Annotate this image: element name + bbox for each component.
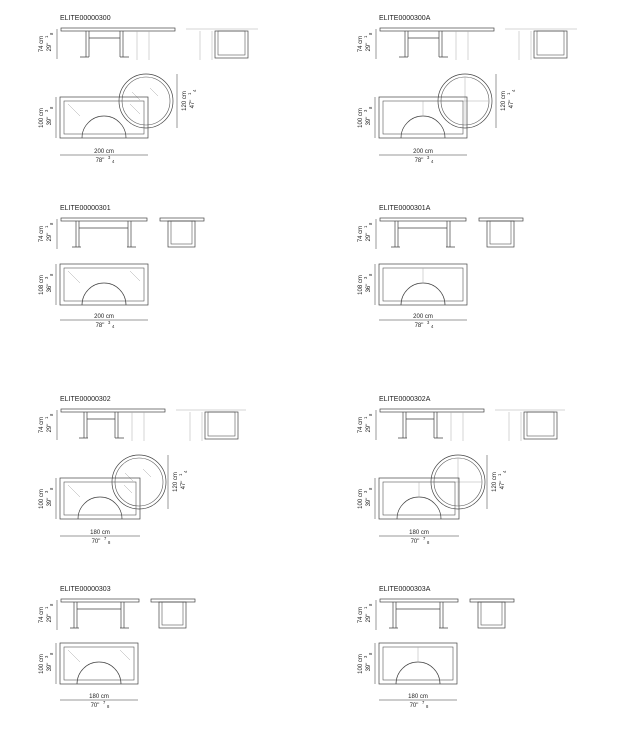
- width-inch: 70": [90, 703, 100, 709]
- width-dimension: [60, 149, 148, 164]
- height-dimension: [39, 219, 57, 249]
- diameter-cm: 120 cm: [173, 472, 179, 492]
- height-frac-num: 1: [363, 35, 368, 38]
- width-frac-num: 3: [108, 155, 111, 160]
- depth-frac-num: 3: [363, 109, 368, 112]
- model-elite-301a: [358, 205, 523, 329]
- height-frac-num: 1: [44, 225, 49, 228]
- rect-top-plan: [60, 97, 148, 138]
- width-inch: 70": [91, 539, 101, 545]
- rect-top-plan: [379, 478, 459, 519]
- height-dimension: [358, 410, 376, 440]
- depth-inch: 39": [366, 116, 372, 126]
- height-cm: 74 cm: [39, 225, 45, 243]
- height-frac-num: 1: [363, 606, 368, 609]
- front-elevation: [380, 28, 494, 60]
- side-elevation: [505, 29, 577, 60]
- height-cm: 74 cm: [358, 606, 364, 624]
- height-cm: 74 cm: [358, 35, 364, 53]
- diameter-inch: 47": [190, 99, 196, 109]
- depth-inch: 39": [47, 116, 53, 126]
- diameter-dimension: [487, 455, 507, 509]
- side-elevation: [479, 218, 523, 247]
- model-code: ELITE0000303A: [379, 586, 431, 593]
- rect-top-plan: [60, 478, 140, 519]
- width-frac-den: 8: [426, 704, 429, 709]
- diameter-frac-den: 4: [511, 89, 516, 92]
- width-inch: 70": [410, 539, 420, 545]
- width-cm: 180 cm: [89, 694, 109, 700]
- diameter-dimension: [496, 74, 516, 128]
- side-elevation: [495, 410, 565, 441]
- model-elite-301: [39, 205, 204, 329]
- depth-cm: 100 cm: [358, 654, 364, 674]
- model-code: ELITE00000302: [60, 396, 111, 403]
- width-frac-num: 7: [423, 536, 426, 541]
- front-elevation: [61, 599, 139, 628]
- height-cm: 74 cm: [39, 606, 45, 624]
- diameter-cm: 120 cm: [492, 472, 498, 492]
- depth-frac-num: 3: [363, 490, 368, 493]
- rect-top-plan: [379, 264, 467, 305]
- height-frac-den: 8: [368, 222, 373, 225]
- width-cm: 180 cm: [90, 530, 110, 536]
- diameter-frac-num: 1: [187, 92, 192, 95]
- model-code: ELITE0000301A: [379, 205, 431, 212]
- width-cm: 200 cm: [413, 314, 433, 320]
- height-cm: 74 cm: [39, 416, 45, 434]
- depth-inch: 39": [47, 662, 53, 672]
- height-frac-den: 8: [49, 603, 54, 606]
- height-dimension: [39, 29, 57, 59]
- width-frac-den: 4: [112, 159, 115, 164]
- height-inch: 29": [47, 423, 53, 433]
- width-frac-num: 3: [427, 155, 430, 160]
- diameter-inch: 47": [181, 480, 187, 490]
- width-cm: 200 cm: [413, 149, 433, 155]
- depth-cm: 108 cm: [39, 275, 45, 295]
- diameter-frac-num: 1: [497, 473, 502, 476]
- height-frac-num: 1: [363, 225, 368, 228]
- width-frac-num: 3: [427, 320, 430, 325]
- diameter-frac-num: 1: [506, 92, 511, 95]
- height-frac-num: 1: [44, 416, 49, 419]
- depth-cm: 100 cm: [358, 108, 364, 128]
- height-dimension: [358, 29, 376, 59]
- model-code: ELITE00000300: [60, 15, 111, 22]
- front-elevation: [61, 28, 175, 60]
- depth-frac-den: 8: [49, 652, 54, 655]
- depth-frac-den: 8: [49, 273, 54, 276]
- model-elite-303a: [358, 586, 514, 709]
- height-frac-den: 8: [368, 603, 373, 606]
- depth-frac-num: 3: [44, 276, 49, 279]
- depth-inch: 36": [366, 283, 372, 293]
- depth-cm: 100 cm: [39, 108, 45, 128]
- diameter-inch: 47": [500, 480, 506, 490]
- depth-cm: 100 cm: [358, 489, 364, 509]
- model-elite-302a: [358, 396, 565, 545]
- width-frac-den: 8: [108, 540, 111, 545]
- depth-dimension: [39, 478, 56, 519]
- depth-frac-den: 8: [49, 487, 54, 490]
- side-elevation: [176, 410, 246, 441]
- width-dimension: [60, 694, 138, 709]
- height-cm: 74 cm: [358, 416, 364, 434]
- diameter-frac-den: 4: [502, 470, 507, 473]
- rect-top-plan: [60, 264, 148, 305]
- height-frac-den: 8: [49, 222, 54, 225]
- height-frac-den: 8: [49, 32, 54, 35]
- diameter-frac-num: 1: [178, 473, 183, 476]
- depth-cm: 108 cm: [358, 275, 364, 295]
- depth-frac-den: 8: [49, 106, 54, 109]
- width-dimension: [379, 530, 459, 545]
- width-dimension: [60, 314, 148, 329]
- model-code: ELITE0000302A: [379, 396, 431, 403]
- depth-cm: 100 cm: [39, 654, 45, 674]
- width-dimension: [379, 314, 467, 329]
- diameter-frac-den: 4: [192, 89, 197, 92]
- rect-top-plan: [379, 643, 457, 684]
- width-frac-den: 4: [431, 159, 434, 164]
- height-inch: 29": [47, 232, 53, 242]
- rect-top-plan: [379, 97, 467, 138]
- height-cm: 74 cm: [39, 35, 45, 53]
- depth-frac-den: 8: [368, 273, 373, 276]
- model-elite-303: [39, 586, 195, 709]
- depth-dimension: [358, 97, 375, 138]
- width-inch: 70": [409, 703, 419, 709]
- front-elevation: [380, 409, 484, 441]
- model-elite-300a: [358, 15, 577, 164]
- width-frac-num: 7: [104, 536, 107, 541]
- depth-inch: 39": [366, 497, 372, 507]
- height-inch: 29": [366, 232, 372, 242]
- depth-frac-den: 8: [368, 487, 373, 490]
- width-frac-num: 7: [422, 700, 425, 705]
- diameter-dimension: [177, 74, 197, 128]
- side-elevation: [470, 599, 514, 628]
- width-inch: 78": [95, 158, 105, 164]
- height-frac-den: 8: [49, 413, 54, 416]
- model-elite-300: [39, 15, 258, 164]
- depth-dimension: [39, 643, 56, 684]
- depth-frac-num: 3: [363, 276, 368, 279]
- model-code: ELITE00000301: [60, 205, 111, 212]
- height-inch: 29": [47, 613, 53, 623]
- diameter-frac-den: 4: [183, 470, 188, 473]
- depth-frac-den: 8: [368, 652, 373, 655]
- height-frac-den: 8: [368, 32, 373, 35]
- depth-frac-num: 3: [44, 490, 49, 493]
- width-dimension: [379, 694, 457, 709]
- height-inch: 29": [366, 42, 372, 52]
- side-elevation: [160, 218, 204, 247]
- height-dimension: [358, 600, 376, 630]
- width-frac-den: 4: [431, 324, 434, 329]
- depth-cm: 100 cm: [39, 489, 45, 509]
- width-dimension: [379, 149, 467, 164]
- width-frac-den: 8: [427, 540, 430, 545]
- front-elevation: [61, 218, 147, 247]
- width-inch: 78": [414, 158, 424, 164]
- model-elite-302: [39, 396, 246, 545]
- width-frac-den: 8: [107, 704, 110, 709]
- diameter-dimension: [168, 455, 188, 509]
- depth-frac-num: 3: [44, 655, 49, 658]
- depth-inch: 39": [366, 662, 372, 672]
- depth-dimension: [39, 264, 56, 305]
- depth-frac-num: 3: [363, 655, 368, 658]
- width-inch: 78": [414, 323, 424, 329]
- height-inch: 29": [366, 423, 372, 433]
- width-cm: 180 cm: [409, 530, 429, 536]
- width-cm: 180 cm: [408, 694, 428, 700]
- height-frac-num: 1: [363, 416, 368, 419]
- depth-dimension: [358, 643, 375, 684]
- height-dimension: [358, 219, 376, 249]
- side-elevation: [186, 29, 258, 60]
- width-frac-den: 4: [112, 324, 115, 329]
- height-inch: 29": [47, 42, 53, 52]
- side-elevation: [151, 599, 195, 628]
- height-dimension: [39, 600, 57, 630]
- height-frac-num: 1: [44, 606, 49, 609]
- model-code: ELITE0000300A: [379, 15, 431, 22]
- depth-inch: 36": [47, 283, 53, 293]
- depth-dimension: [358, 478, 375, 519]
- diameter-inch: 47": [509, 99, 515, 109]
- width-inch: 78": [95, 323, 105, 329]
- width-cm: 200 cm: [94, 149, 114, 155]
- front-elevation: [61, 409, 165, 441]
- height-frac-den: 8: [368, 413, 373, 416]
- width-frac-num: 7: [103, 700, 106, 705]
- depth-frac-den: 8: [368, 106, 373, 109]
- height-cm: 74 cm: [358, 225, 364, 243]
- front-elevation: [380, 218, 466, 247]
- width-frac-num: 3: [108, 320, 111, 325]
- depth-inch: 39": [47, 497, 53, 507]
- front-elevation: [380, 599, 458, 628]
- width-dimension: [60, 530, 140, 545]
- model-code: ELITE00000303: [60, 586, 111, 593]
- diameter-cm: 120 cm: [501, 91, 507, 111]
- diameter-cm: 120 cm: [182, 91, 188, 111]
- height-inch: 29": [366, 613, 372, 623]
- depth-frac-num: 3: [44, 109, 49, 112]
- width-cm: 200 cm: [94, 314, 114, 320]
- height-dimension: [39, 410, 57, 440]
- rect-top-plan: [60, 643, 138, 684]
- depth-dimension: [358, 264, 375, 305]
- height-frac-num: 1: [44, 35, 49, 38]
- depth-dimension: [39, 97, 56, 138]
